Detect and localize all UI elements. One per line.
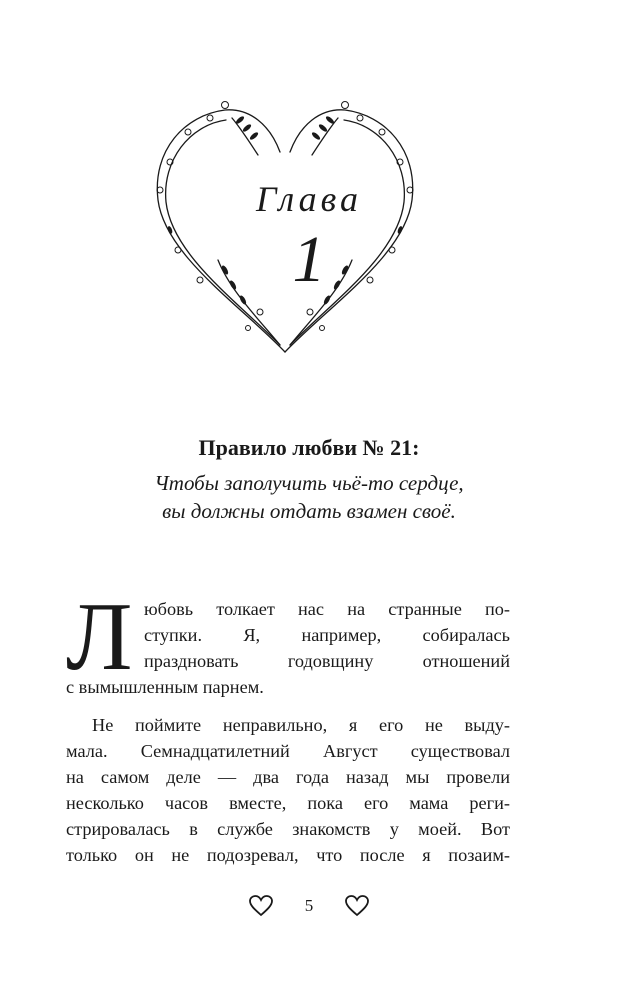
rule-line: Чтобы заполучить чьё-то сердце, bbox=[154, 471, 464, 495]
chapter-number: 1 bbox=[292, 223, 326, 296]
body-line: стрировалась в службе знакомств у моей. Вот bbox=[66, 819, 510, 839]
page-number: 5 bbox=[304, 896, 314, 915]
body-line: несколько часов вместе, пока его мама реги- bbox=[66, 793, 510, 813]
drop-cap: Л bbox=[66, 583, 133, 691]
heart-outline-icon bbox=[249, 895, 273, 917]
body-line: праздновать годовщину отношений bbox=[144, 651, 510, 671]
body-line: на самом деле — два года назад мы провели bbox=[66, 767, 510, 787]
heart-outline-icon bbox=[345, 895, 369, 917]
body-line: юбовь толкает нас на странные по- bbox=[144, 599, 510, 619]
rule-heading: Правило любви № 21: bbox=[198, 435, 420, 460]
page-footer bbox=[0, 895, 618, 917]
body-line: с вымышленным парнем. bbox=[66, 677, 264, 697]
body-line: ступки. Я, например, собиралась bbox=[144, 625, 510, 645]
body-line: Не поймите неправильно, я его не выду- bbox=[92, 715, 510, 735]
body-line: мала. Семнадцатилетний Август существовал bbox=[66, 741, 510, 761]
rule-line: вы должны отдать взамен своё. bbox=[162, 499, 456, 523]
chapter-word: Глава bbox=[255, 179, 363, 219]
body-line: только он не подозревал, что после я позаим- bbox=[66, 845, 510, 865]
